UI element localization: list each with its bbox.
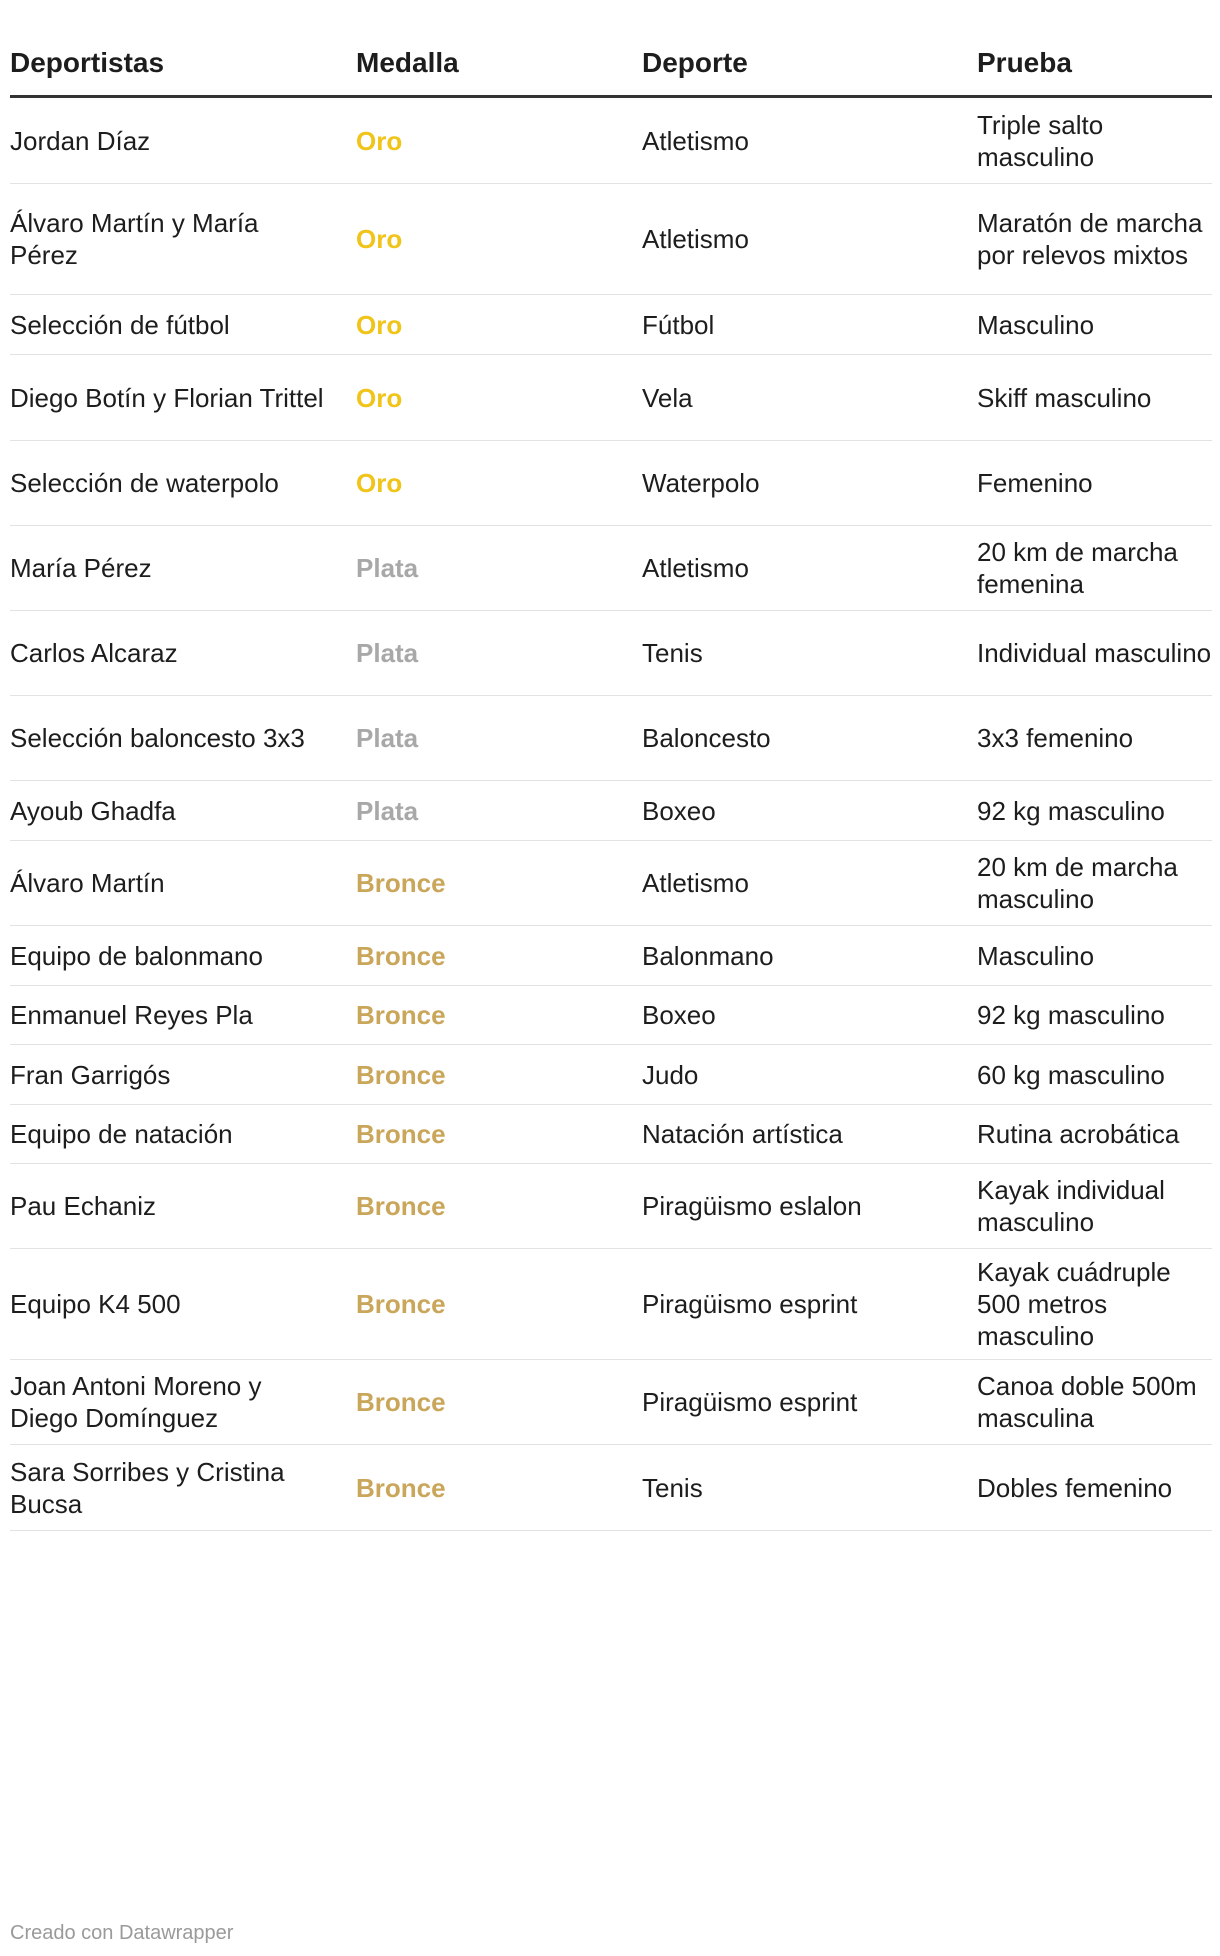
event-cell: Kayak individual masculino [977,1175,1165,1237]
sport-cell: Vela [642,382,693,413]
table-row [10,696,1212,781]
table-header [10,30,1212,98]
athlete-cell: Equipo K4 500 [10,1289,181,1319]
header-sport: Deporte [642,46,748,78]
athlete-cell: Equipo de natación [10,1119,233,1149]
table-row [10,611,1212,696]
table-row [10,986,1212,1045]
athlete-cell: Álvaro Martín y María Pérez [10,208,259,270]
sport-cell: Piragüismo eslalon [642,1191,862,1221]
sport-cell: Atletismo [642,125,749,156]
table-row [10,355,1212,441]
medal-cell: Oro [356,125,403,156]
medal-cell: Oro [356,224,403,254]
athlete-cell: Jordan Díaz [10,125,151,156]
sport-cell: Piragüismo esprint [642,1387,858,1417]
event-cell: Dobles femenino [977,1472,1173,1503]
athlete-cell: Álvaro Martín [10,868,165,898]
header-event: Prueba [977,46,1072,78]
medal-cell: Plata [356,795,419,826]
medal-cell: Oro [356,468,403,498]
athlete-cell: Diego Botín y Florian Trittel [10,382,324,413]
table-row [10,841,1212,926]
athlete-cell: Ayoub Ghadfa [10,795,176,826]
table-row [10,98,1212,184]
sport-cell: Balonmano [642,940,774,971]
sport-cell: Atletismo [642,553,749,583]
medal-cell: Bronce [356,1387,446,1417]
event-cell: 20 km de marcha femenina [977,537,1178,599]
athlete-cell: María Pérez [10,553,152,583]
table-row [10,1360,1212,1445]
event-cell: 3x3 femenino [977,723,1134,753]
medal-cell: Plata [356,723,419,753]
medal-cell: Oro [356,309,403,340]
medal-cell: Bronce [356,1191,446,1221]
event-cell: 92 kg masculino [977,795,1165,826]
table-row [10,1445,1212,1531]
event-cell: Kayak cuádruple 500 metros masculino [977,1257,1171,1351]
table-row [10,441,1212,526]
medal-cell: Bronce [356,940,446,971]
header-medal: Medalla [356,46,459,78]
medal-cell: Bronce [356,1472,446,1503]
table-row [10,1105,1212,1164]
sport-cell: Boxeo [642,1000,716,1030]
medal-cell: Bronce [356,1289,446,1319]
event-cell: Maratón de marcha por relevos mixtos [977,208,1203,270]
sport-cell: Piragüismo esprint [642,1289,858,1319]
table-body [10,98,1212,1531]
athlete-cell: Joan Antoni Moreno y Diego Domínguez [10,1371,262,1433]
event-cell: Canoa doble 500m masculina [977,1371,1197,1433]
event-cell: Masculino [977,940,1095,971]
event-cell: Masculino [977,309,1095,340]
event-cell: Femenino [977,468,1093,498]
athlete-cell: Sara Sorribes y Cristina Bucsa [10,1456,285,1519]
sport-cell: Natación artística [642,1119,843,1149]
medal-cell: Bronce [356,1119,446,1149]
medal-cell: Bronce [356,868,446,898]
medal-cell: Plata [356,638,419,668]
event-cell: Skiff masculino [977,382,1152,413]
credit-footer: Creado con Datawrapper [10,1922,234,1944]
athlete-cell: Selección de waterpolo [10,468,279,498]
sport-cell: Atletismo [642,224,749,254]
event-cell: 92 kg masculino [977,1000,1165,1030]
table-row [10,184,1212,295]
medal-cell: Bronce [356,1000,446,1030]
header-athletes: Deportistas [10,46,165,78]
athlete-cell: Enmanuel Reyes Pla [10,1000,253,1030]
medal-cell: Bronce [356,1059,446,1090]
table-row [10,295,1212,355]
medal-table [10,30,1212,1531]
sport-cell: Baloncesto [642,723,771,753]
event-cell: Rutina acrobática [977,1119,1180,1149]
table-row [10,1249,1212,1360]
event-cell: Triple salto masculino [977,109,1104,172]
table-row [10,1045,1212,1105]
table-row [10,781,1212,841]
athlete-cell: Fran Garrigós [10,1059,171,1090]
medal-cell: Oro [356,382,403,413]
sport-cell: Atletismo [642,868,749,898]
table-row [10,1164,1212,1249]
table-row [10,526,1212,611]
sport-cell: Judo [642,1059,699,1090]
athlete-cell: Selección de fútbol [10,309,230,340]
athlete-cell: Pau Echaniz [10,1191,156,1221]
event-cell: 20 km de marcha masculino [977,852,1178,914]
sport-cell: Boxeo [642,795,716,826]
sport-cell: Tenis [642,1472,703,1503]
sport-cell: Fútbol [642,309,715,340]
event-cell: 60 kg masculino [977,1059,1165,1090]
athlete-cell: Carlos Alcaraz [10,638,178,668]
athlete-cell: Selección baloncesto 3x3 [10,723,305,753]
sport-cell: Waterpolo [642,468,760,498]
event-cell: Individual masculino [977,638,1212,668]
table-row [10,926,1212,986]
sport-cell: Tenis [642,638,703,668]
athlete-cell: Equipo de balonmano [10,940,263,971]
medal-cell: Plata [356,553,419,583]
